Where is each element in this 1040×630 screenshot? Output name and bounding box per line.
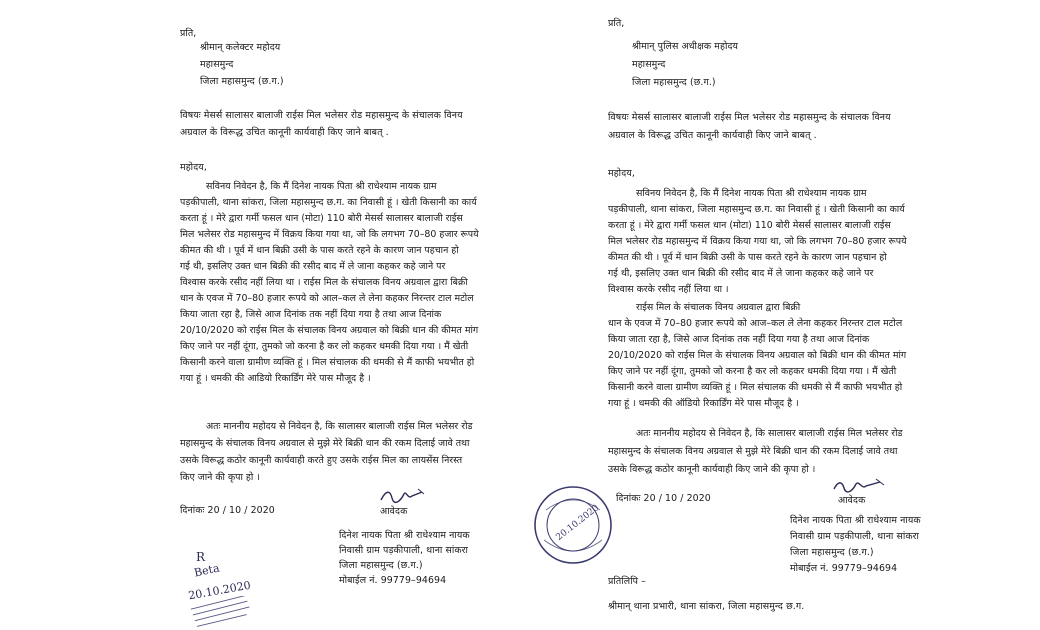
body-line: करता हूं । मेरे द्वारा गर्मी फसल धान (मोटा) 110 बोरी मेसर्स सालासर बालाजी राईस [180, 213, 463, 224]
sender-line-3: जिला महासमुन्द (छ.ग.) [790, 547, 874, 558]
letter-date: दिनांकः 20 / 10 / 2020 [180, 505, 275, 516]
body-line: किए जाने पर नहीं दूंगा, तुमको जो करना है कर लो कहकर धमकी दिया गया । मैं खेती [180, 341, 469, 352]
recipient-line-1: श्रीमान् कलेक्टर महोदय [200, 42, 281, 53]
receipt-stamp-icon [532, 484, 614, 566]
greeting: महोदय, [180, 162, 207, 173]
receipt-mark: R [196, 550, 206, 564]
recipient-line-3: जिला महासमुन्द (छ.ग.) [632, 77, 716, 88]
request-line: किए जाने की कृपा हो । [180, 472, 260, 483]
applicant-label: आवेदक [380, 506, 408, 517]
body-line: किया जाता रहा है, जिसे आज दिनांक तक नहीं दिया गया है तथा आज दिनांक [608, 334, 870, 345]
request-line: उसके विरूद्ध कठोर कानूनी कार्यवाही किए जाने की कृपा हो । [608, 464, 816, 475]
sender-line-1: दिनेश नायक पिता श्री राधेश्याम नायक [339, 530, 470, 541]
body-line: गया हूं । धमकी की आडियो रिकार्डिंग मेरे पास मौजूद है । [180, 373, 371, 384]
applicant-signature-icon [378, 486, 428, 506]
body-line: विश्वास करके रसीद नहीं लिया था । [608, 284, 729, 295]
body-line: धान के एवज में 70–80 हजार रूपये को आल–कल ले लेना कहकर निरन्तर टाल मटोल [180, 293, 474, 304]
body-line: 20/10/2020 को राईस मिल के संचालक विनय अग्रवाल को बिक्री धान की कीमत मांग [608, 350, 907, 361]
request-line: अतः माननीय महोदय से निवेदन है, कि सालासर बालाजी राईस मिल भलेसर रोड [636, 428, 903, 439]
recipient-line-2: महासमुन्द [200, 59, 234, 70]
body-line: विश्वास करके रसीद नहीं लिया था । राईस मिल के संचालक विनय अग्रवाल द्वारा बिक्री [180, 277, 468, 288]
sender-line-2: निवासी ग्राम पड़कीपाली, थाना सांकरा [339, 545, 469, 556]
sender-line-2: निवासी ग्राम पड़कीपाली, थाना सांकरा [790, 531, 920, 542]
salutation-to: प्रति, [608, 18, 625, 29]
body-line: पड़कीपाली, थाना सांकरा, जिला महासमुन्द छ.ग. का निवासी हूं । खेती किसानी का कार्य [608, 204, 905, 215]
body-line: मिल भलेसर रोड महासमुन्द में विक्रय किया गया था, जो कि लगभग 70–80 हजार रूपये [608, 236, 907, 247]
body-line: किया जाता रहा है, जिसे आज दिनांक तक नहीं दिया गया है तथा आज दिनांक [180, 309, 442, 320]
office-seal-icon [186, 596, 256, 630]
copy-label: प्रतिलिपि – [608, 576, 646, 587]
subject-line-2: अग्रवाल के विरूद्ध उचित कानूनी कार्यवाही किए जाने बाबत् . [180, 127, 389, 138]
sender-line-3: जिला महासमुन्द (छ.ग.) [339, 560, 423, 571]
recipient-line-2: महासमुन्द [632, 59, 666, 70]
subject-line-2: अग्रवाल के विरूद्ध उचित कानूनी कार्यवाही किए जाने बाबत् . [608, 130, 817, 141]
letter-date: दिनांकः 20 / 10 / 2020 [616, 493, 711, 504]
body-line: कीमत की थी । पूर्व में धान बिक्री उसी के पास करते रहने के कारण जान पहचान हो [180, 245, 459, 256]
body-line: सविनय निवेदन है, कि मैं दिनेश नायक पिता श्री राधेश्याम नायक ग्राम [206, 181, 437, 192]
request-line: अतः माननीय महोदय से निवेदन है, कि सालासर बालाजी राईस मिल भलेसर रोड [206, 421, 473, 432]
body-line: कीमत की थी । पूर्व में धान बिक्री उसी के पास करते रहने के कारण जान पहचान हो [608, 252, 887, 263]
body-line: राईस मिल के संचालक विनय अग्रवाल द्वारा बिक्री [636, 302, 801, 313]
body-line: धान के एवज में 70–80 हजार रूपये को आज–कल ले लेना कहकर निरन्तर टाल मटोल [608, 318, 903, 329]
body-line: करता हूं । मेरे द्वारा गर्मी फसल धान (मोटा) 110 बोरी मेसर्स सालासर बालाजी राईस [608, 220, 891, 231]
receipt-date: 20.10.2020 [187, 578, 252, 603]
request-line: उसके विरूद्ध कठोर कानूनी कार्यवाही करते हुए उसके राईस मिल का लायसेंस निरस्त [180, 455, 463, 466]
sender-line-1: दिनेश नायक पिता श्री राधेश्याम नायक [790, 515, 921, 526]
body-line: किसानी करने वाला ग्रामीण व्यक्ति हूं । मिल संचालक की धमकी से मैं काफी भयभीत हो [180, 357, 475, 368]
applicant-signature-icon [832, 477, 888, 495]
body-line: गया हूं । धमकी की ऑडियो रिकार्डिंग मेरे पास मौजूद है । [608, 398, 799, 409]
copy-recipient: श्रीमान् थाना प्रभारी, थाना सांकरा, जिला महासमुन्द छ.ग. [608, 601, 805, 612]
body-line: सविनय निवेदन है, कि मैं दिनेश नायक पिता श्री राधेश्याम नायक ग्राम [636, 188, 867, 199]
request-line: महासमुन्द के संचालक विनय अग्रवाल से मुझे मेरे बिक्री धान की रकम दिलाई जावे तथा [180, 438, 470, 449]
body-line: किसानी करने वाला ग्रामीण व्यक्ति हूं । मिल संचालक की धमकी से मैं काफी भयभीत हो [608, 382, 903, 393]
subject-line-1: विषयः मेसर्स सालासर बालाजी राईस मिल भलेसर रोड महासमुन्द के संचालक विनय [608, 112, 891, 123]
body-line: मिल भलेसर रोड महासमुन्द में विक्रय किया गया था, जो कि लगभग 70–80 हजार रूपये [180, 229, 479, 240]
body-line: 20/10/2020 को राईस मिल के संचालक विनय अग्रवाल को बिक्री धान की कीमत मांग [180, 325, 479, 336]
applicant-label: आवेदक [838, 495, 866, 506]
request-line: महासमुन्द के संचालक विनय अग्रवाल से मुझे मेरे बिक्री धान की रकम दिलाई जावे तथा [608, 446, 898, 457]
sender-line-4: मोबाईल नं. 99779–94694 [339, 575, 447, 586]
greeting: महोदय, [608, 168, 635, 179]
body-line: गई थी, इसलिए उक्त धान बिक्री की रसीद बाद में ले जाना कहकर कहे जाने पर [180, 261, 446, 272]
letter-to-police-superintendent [520, 0, 1040, 630]
recipient-line-1: श्रीमान् पुलिस अधीक्षक महोदय [632, 41, 739, 52]
recipient-line-3: जिला महासमुन्द (छ.ग.) [200, 76, 284, 87]
subject-line-1: विषयः मेसर्स सालासर बालाजी राईस मिल भलेसर रोड महासमुन्द के संचालक विनय [180, 110, 463, 121]
sender-line-4: मोबाईल नं. 99779–94694 [790, 563, 898, 574]
body-line: किए जाने पर नहीं दूंगा, तुमको जो करना है कर लो कहकर धमकी दिया गया । मैं खेती [608, 366, 897, 377]
stamp-date: 20.10.2020 [554, 503, 602, 543]
body-line: गई थी, इसलिए उक्त धान बिक्री की रसीद बाद में ले जाना कहकर कहे जाने पर [608, 268, 874, 279]
salutation-to: प्रति, [180, 28, 197, 39]
body-line: पड़कीपाली, थाना सांकरा, जिला महासमुन्द छ.ग. का निवासी हूं । खेती किसानी का कार्य [180, 197, 477, 208]
receipt-name: Beta [192, 561, 221, 580]
